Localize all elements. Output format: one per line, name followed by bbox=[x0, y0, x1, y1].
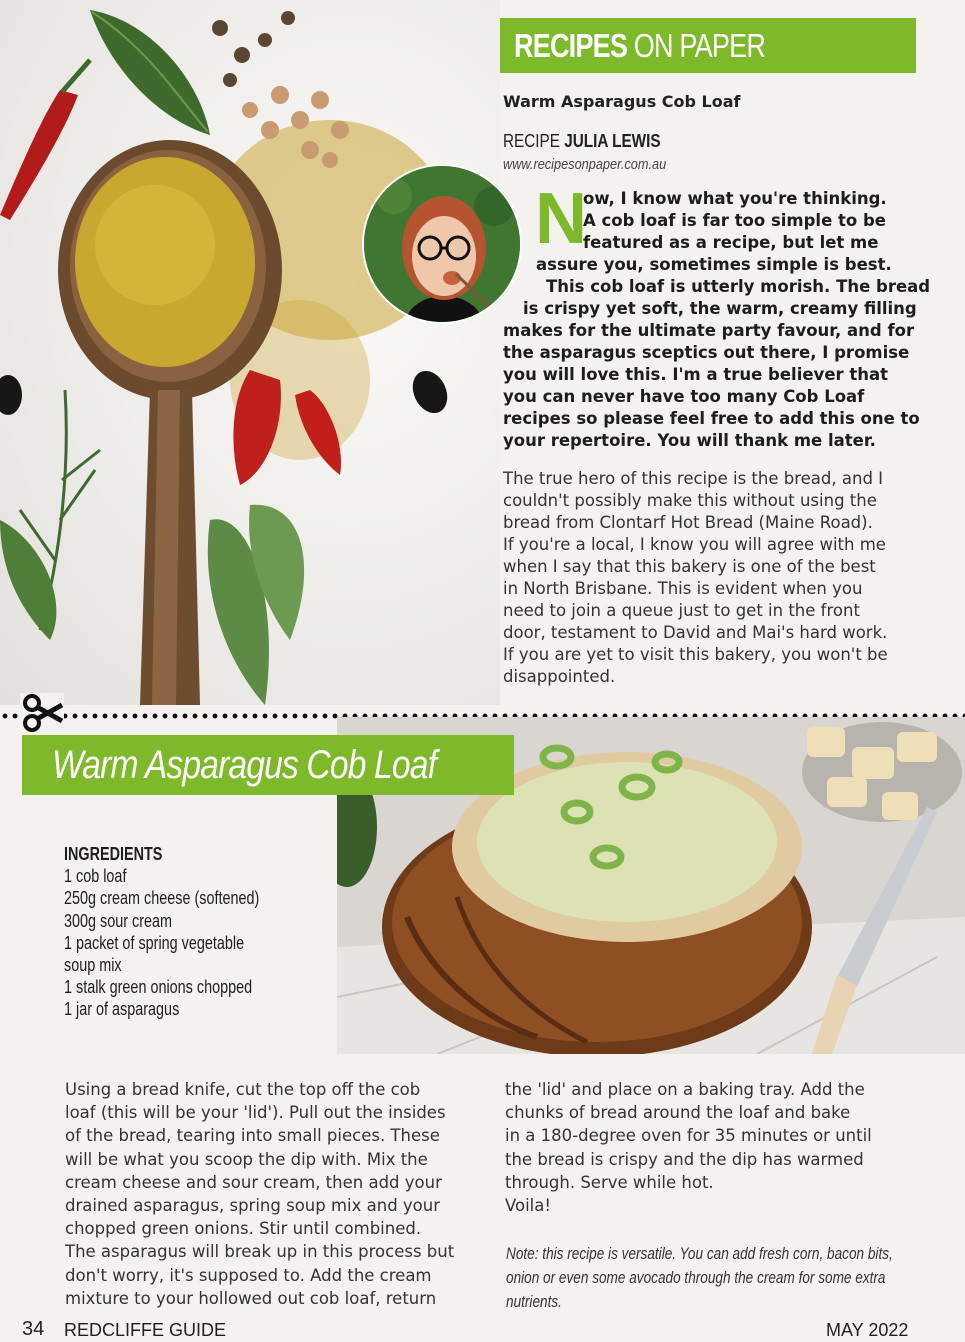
method-line: of the bread, tearing into small pieces. These bbox=[65, 1126, 440, 1146]
intro-line: is crispy yet soft, the warm, creamy filling bbox=[523, 299, 917, 318]
ingredient-item: 1 packet of spring vegetable bbox=[64, 932, 245, 953]
method-line: loaf (this will be your 'lid'). Pull out the insides bbox=[65, 1103, 446, 1123]
spices-photo bbox=[0, 0, 500, 705]
method-line: the 'lid' and place on a baking tray. Add the bbox=[505, 1080, 865, 1099]
intro-line: your repertoire. You will thank me later. bbox=[503, 431, 876, 450]
method-line: drained asparagus, spring soup mix and your bbox=[65, 1196, 441, 1215]
intro-line: assure you, sometimes simple is best. bbox=[536, 255, 892, 274]
intro-line: This cob loaf is utterly morish. The bread bbox=[546, 277, 931, 296]
ingredients-heading: INGREDIENTS bbox=[64, 844, 163, 864]
drop-cap: N bbox=[535, 179, 587, 259]
author-portrait bbox=[362, 164, 522, 324]
ingredient-item: 1 jar of asparagus bbox=[64, 999, 180, 1020]
body-text-line: If you're a local, I know you will agree with me bbox=[503, 535, 886, 554]
note-line: onion or even some avocado through the cream for some extra bbox=[506, 1268, 886, 1287]
method-line: Using a bread knife, cut the top off the cob bbox=[65, 1080, 421, 1099]
author-name: JULIA LEWIS bbox=[564, 131, 661, 151]
byline bbox=[503, 131, 661, 152]
ingredients-block bbox=[64, 843, 259, 1021]
method-line: the bread is crispy and the dip has warmed bbox=[505, 1149, 864, 1169]
ingredient-item: 300g sour cream bbox=[64, 910, 173, 931]
method-line: will be what you scoop the dip with. Mix the bbox=[65, 1149, 428, 1169]
ingredient-item: soup mix bbox=[64, 955, 122, 976]
intro-line: A cob loaf is far too simple to be bbox=[583, 211, 886, 230]
body-text-line: bread from Clontarf Hot Bread (Maine Road). bbox=[503, 513, 873, 532]
issue-date: MAY 2022 bbox=[826, 1320, 909, 1340]
method-line: The asparagus will break up in this process but bbox=[65, 1242, 455, 1262]
website-url: www.recipesonpaper.com.au bbox=[503, 156, 667, 173]
publication-name: REDCLIFFE GUIDE bbox=[64, 1320, 227, 1340]
method-line: cream cheese and sour cream, then add your bbox=[65, 1172, 442, 1192]
section-banner bbox=[500, 18, 916, 73]
intro-line: the asparagus sceptics out there, I promise bbox=[503, 343, 910, 362]
intro-line: you can never have too many Cob Loaf bbox=[503, 387, 865, 406]
body-text-line: couldn't possibly make this without using the bbox=[503, 491, 877, 510]
recipe-note bbox=[506, 1242, 893, 1314]
body-text-line: when I say that this bakery is one of the best bbox=[503, 557, 876, 576]
ingredient-item: 1 stalk green onions chopped bbox=[64, 977, 253, 998]
method-line: don't worry, it's supposed to. Add the cream bbox=[65, 1265, 432, 1285]
note-line: Note: this recipe is versatile. You can add fresh corn, bacon bits, bbox=[506, 1244, 893, 1263]
body-text-line: door, testament to David and Mai's hard work. bbox=[503, 623, 888, 642]
ingredient-item: 1 cob loaf bbox=[64, 866, 127, 887]
page-number: 34 bbox=[22, 1318, 45, 1340]
body-text-line: need to join a queue just to get in the front bbox=[503, 601, 860, 620]
method-line: chopped green onions. Stir until combined. bbox=[65, 1219, 422, 1239]
body-text-line: in North Brisbane. This is evident when you bbox=[503, 579, 863, 598]
note-line: nutrients. bbox=[506, 1292, 562, 1311]
body-text-line: If you are yet to visit this bakery, you won't be bbox=[503, 645, 888, 664]
intro-line: makes for the ultimate party favour, and for bbox=[503, 321, 915, 340]
method-line: mixture to your hollowed out cob loaf, return bbox=[65, 1288, 437, 1308]
recipe-card-heading bbox=[22, 735, 514, 795]
intro-line: featured as a recipe, but let me bbox=[583, 233, 879, 252]
method-line: Voila! bbox=[505, 1196, 551, 1215]
method-line: chunks of bread around the loaf and bake bbox=[505, 1103, 851, 1123]
ingredient-item: 250g cream cheese (softened) bbox=[64, 888, 260, 909]
body-text-line: The true hero of this recipe is the bread, and I bbox=[503, 469, 884, 488]
recipe-card-title: Warm Asparagus Cob Loaf bbox=[52, 742, 437, 787]
banner-bold-text: RECIPES bbox=[514, 26, 628, 64]
intro-line: recipes so please feel free to add this one to bbox=[503, 409, 920, 428]
intro-line: you will love this. I'm a true believer that bbox=[503, 365, 889, 384]
intro-line: ow, I know what you're thinking. bbox=[583, 189, 887, 208]
method-line: in a 180-degree oven for 35 minutes or until bbox=[505, 1126, 872, 1146]
byline-prefix: RECIPE bbox=[503, 131, 560, 151]
banner-light-text: ON PAPER bbox=[633, 26, 766, 64]
recipe-title: Warm Asparagus Cob Loaf bbox=[503, 92, 741, 111]
scissors-icon bbox=[20, 693, 64, 733]
body-text-line: disappointed. bbox=[503, 667, 616, 686]
method-line: through. Serve while hot. bbox=[505, 1172, 714, 1192]
